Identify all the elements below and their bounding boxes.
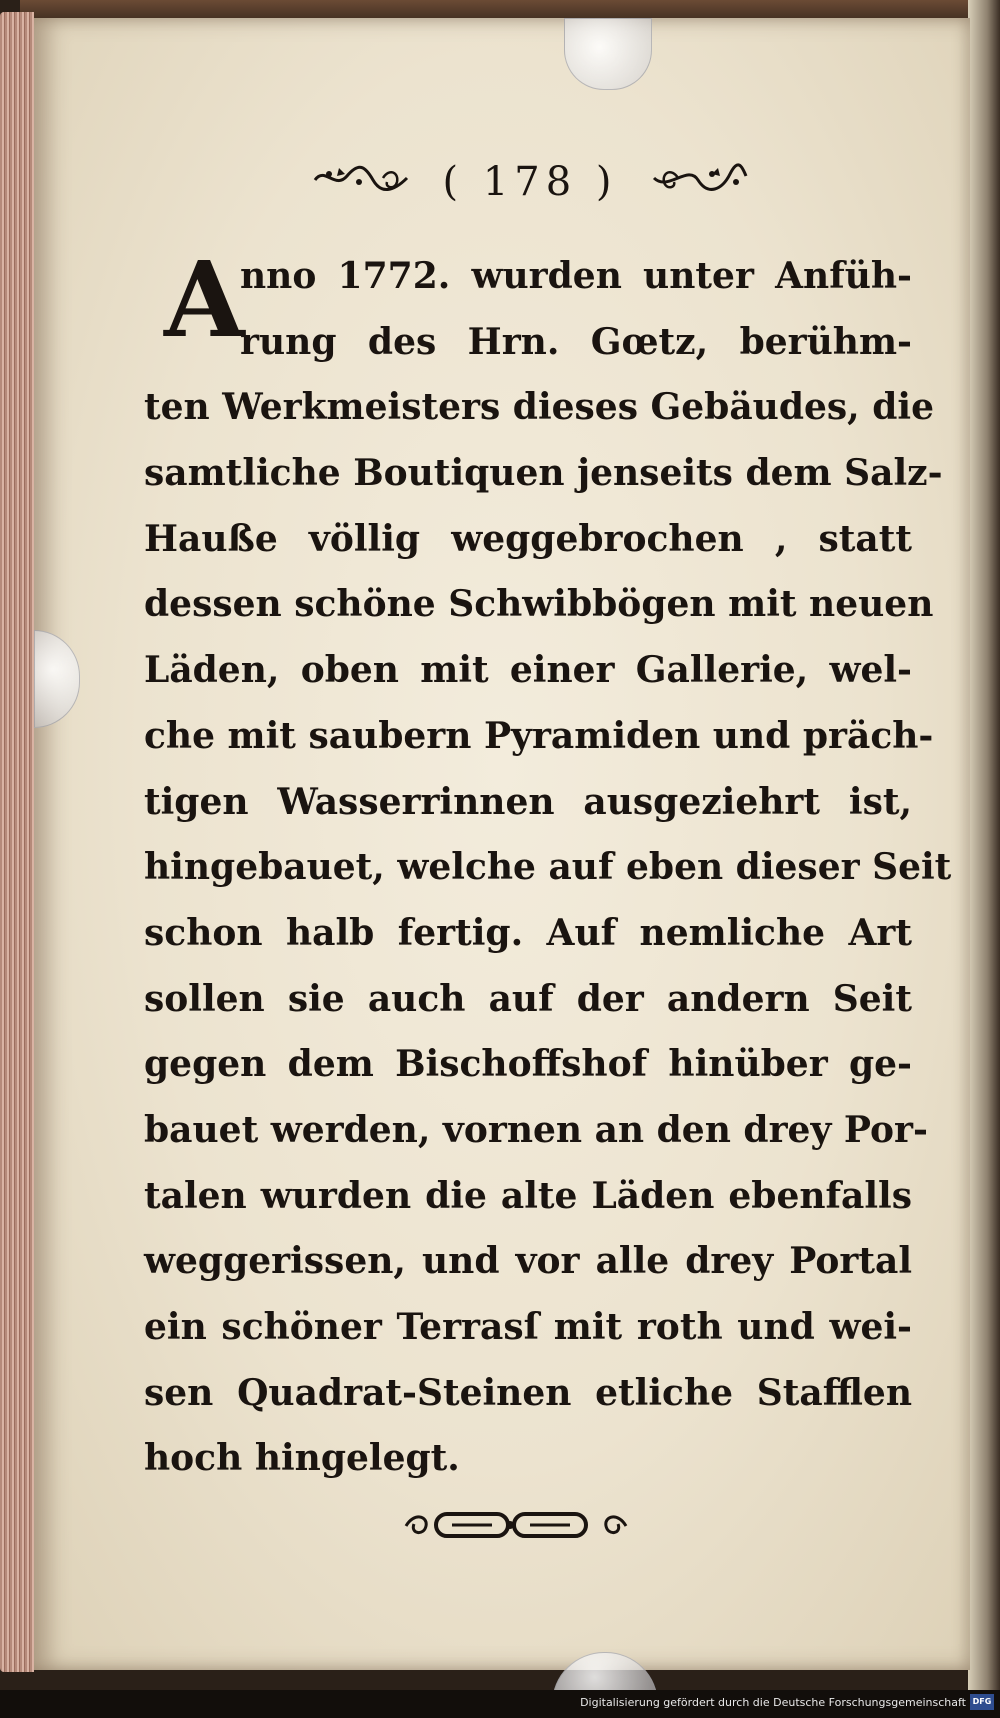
page-clip-left <box>34 630 80 728</box>
text-line: sollen sie auch auf der andern Seit <box>144 977 912 1020</box>
page-edges <box>0 12 34 1672</box>
text-line: ten Werkmeisters dieses Gebäudes, die <box>144 386 934 429</box>
page-text <box>144 238 952 1492</box>
page-clip-top <box>564 18 652 90</box>
drop-cap: A <box>164 238 245 361</box>
vine-ornament-icon <box>313 160 409 205</box>
text-line: bauet werden, vornen an den drey Por- <box>144 1108 928 1151</box>
book-right-edge <box>968 0 1000 1690</box>
text-line: sen Quadrat-Steinen etliche Stafflen <box>144 1371 912 1414</box>
text-line: dessen schöne Schwibbögen mit neuen <box>144 583 934 626</box>
text-line: talen wurden die alte Läden ebenfalls <box>144 1174 912 1217</box>
text-line: Hauße völlig weggebrochen , statt <box>144 517 912 560</box>
text-line: samtliche Boutiquen jenseits dem Salz- <box>144 452 943 495</box>
dfg-logo: DFG <box>970 1694 994 1710</box>
footer-bar <box>0 1690 1000 1718</box>
text-line: hingebauet, welche auf eben dieser Seit <box>144 846 952 889</box>
text-line: gegen dem Bischoffshof hinüber ge- <box>144 1043 912 1086</box>
page-header <box>290 152 770 212</box>
text-line: schon halb fertig. Auf nemliche Art <box>144 911 912 954</box>
text-line: nno 1772. wurden unter Anfüh- <box>240 255 912 297</box>
vine-ornament-icon <box>652 160 748 205</box>
page-number: ( 178 ) <box>442 159 618 205</box>
text-line: rung des Hrn. Gœtz, berühm- <box>240 320 912 363</box>
text-line: tigen Wasserrinnen ausgeziehrt ist, <box>144 780 912 823</box>
text-line: ein schöner Terrasſ mit roth und wei- <box>144 1306 912 1348</box>
text-line: Läden, oben mit einer Gallerie, wel- <box>144 649 912 692</box>
text-line: che mit saubern Pyramiden und präch- <box>144 714 934 757</box>
scroll-ornament-icon <box>396 1504 636 1544</box>
funding-credit: Digitalisierung gefördert durch die Deutsche Forschungsgemeinschaft <box>580 1696 966 1709</box>
text-line: weggerissen, und vor alle drey Portal <box>144 1240 912 1283</box>
text-line: hoch hingelegt. <box>144 1437 460 1480</box>
opening-paragraph <box>144 238 912 375</box>
